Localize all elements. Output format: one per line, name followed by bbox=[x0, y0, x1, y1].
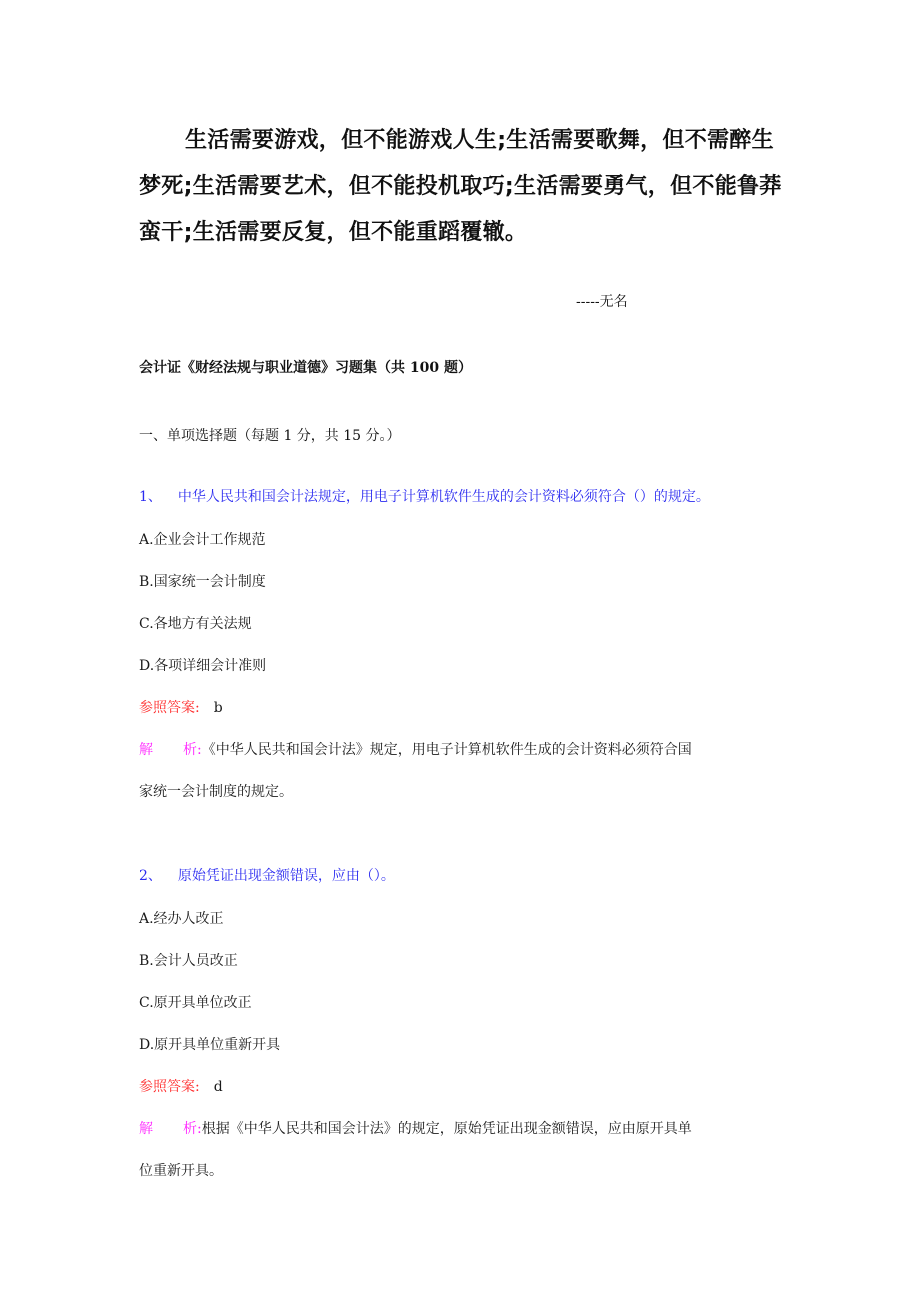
option-d: D.原开具单位重新开具 bbox=[139, 1037, 281, 1053]
question-number: 1、 bbox=[139, 489, 162, 505]
question-text: 中华人民共和国会计法规定，用电子计算机软件生成的会计资料必须符合（）的规定。 bbox=[177, 489, 710, 505]
question-1 bbox=[139, 486, 710, 506]
question-text: 原始凭证出现金额错误，应由（）。 bbox=[177, 868, 395, 884]
motto-quote bbox=[139, 118, 789, 256]
option-b: B.会计人员改正 bbox=[139, 953, 238, 969]
option-a: A.经办人改正 bbox=[139, 911, 224, 927]
analysis-label-part2: 析: bbox=[183, 742, 202, 758]
analysis-text: 《中华人民共和国会计法》规定，用电子计算机软件生成的会计资料必须符合国 bbox=[201, 742, 692, 758]
question-number: 2、 bbox=[139, 868, 162, 884]
answer-label: 参照答案: bbox=[139, 1079, 200, 1095]
analysis-text: 根据《中华人民共和国会计法》的规定，原始凭证出现金额错误，应由原开具单 bbox=[201, 1121, 692, 1137]
analysis-text-cont: 家统一会计制度的规定。 bbox=[139, 784, 293, 800]
option-d: D.各项详细会计准则 bbox=[139, 658, 267, 674]
analysis-label-part1: 解 bbox=[139, 742, 153, 758]
document-title: 会计证《财经法规与职业道德》习题集（共 100 题） bbox=[139, 360, 472, 376]
option-a: A.企业会计工作规范 bbox=[139, 532, 266, 548]
quote-text: 生活需要游戏，但不能游戏人生;生活需要歌舞，但不需醉生梦死;生活需要艺术，但不能投机取巧;生活需要勇气，但不能鲁莽蛮干;生活需要反复，但不能重蹈覆辙。 bbox=[139, 128, 782, 245]
quote-author: -----无名 bbox=[576, 294, 628, 310]
analysis-row bbox=[139, 1118, 692, 1138]
answer-value: d bbox=[213, 1079, 223, 1095]
answer-row bbox=[139, 1076, 223, 1096]
analysis-row bbox=[139, 739, 692, 759]
analysis-label-part2: 析: bbox=[183, 1121, 202, 1137]
analysis-text-cont: 位重新开具。 bbox=[139, 1163, 223, 1179]
answer-label: 参照答案: bbox=[139, 700, 200, 716]
analysis-label-part1: 解 bbox=[139, 1121, 153, 1137]
option-b: B.国家统一会计制度 bbox=[139, 574, 266, 590]
answer-value: b bbox=[213, 700, 223, 716]
question-2 bbox=[139, 865, 395, 885]
option-c: C.各地方有关法规 bbox=[139, 616, 252, 632]
section-heading: 一、单项选择题（每题 1 分，共 15 分。） bbox=[139, 428, 401, 444]
option-c: C.原开具单位改正 bbox=[139, 995, 252, 1011]
answer-row bbox=[139, 697, 223, 717]
